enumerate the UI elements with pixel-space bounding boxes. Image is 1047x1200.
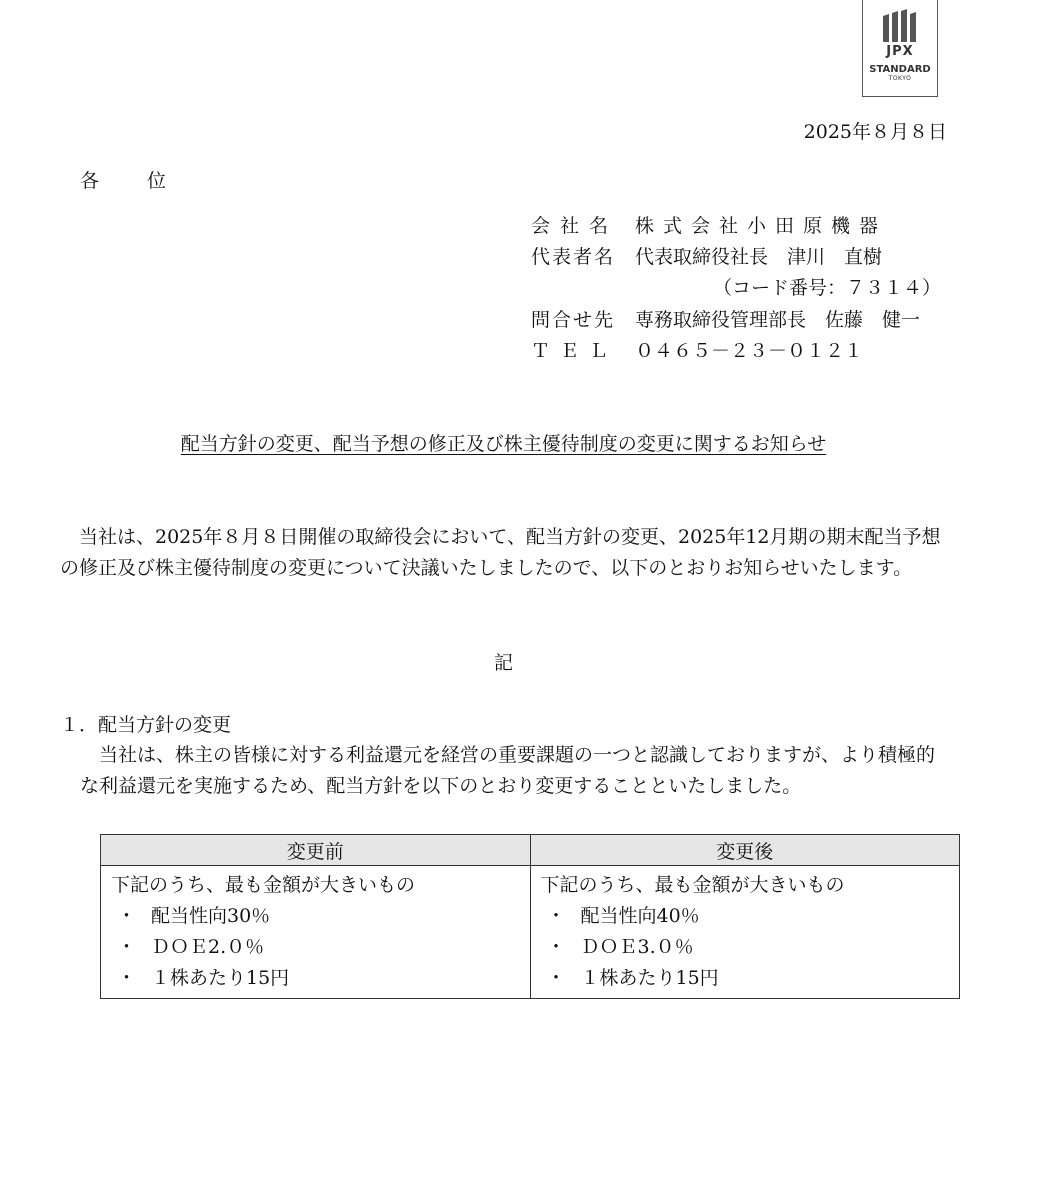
intro-paragraph: 当社は、2025年８月８日開催の取締役会において、配当方針の変更、2025年12月期の期末配当予想の修正及び株主優待制度の変更について決議いたしましたので、以下のとおりお知らせいたします。 (60, 526, 941, 579)
header-before: 変更前 (101, 835, 531, 866)
table-row (101, 866, 960, 999)
code-number-row (713, 277, 941, 299)
list-item (111, 901, 520, 932)
jpx-logo-mark: JPX (886, 44, 914, 59)
bullet: ・ (546, 936, 566, 958)
before-item-2: ＤＯＥ2.０％ (151, 936, 265, 958)
representative-value: 代表取締役社長 津川 直樹 (635, 246, 883, 268)
contact-value: 専務取締役管理部長 佐藤 健一 (635, 309, 921, 331)
after-item-3: １株あたり15円 (580, 967, 719, 989)
representative-label: 代表者名 (531, 246, 616, 268)
jpx-logo-icon (881, 8, 919, 42)
jpx-logo-badge (862, 0, 938, 97)
before-lead: 下記のうち、最も金額が大きいもの (111, 874, 416, 896)
list-item (541, 932, 950, 963)
bullet: ・ (117, 936, 137, 958)
list-item (541, 901, 950, 932)
section1-body (60, 740, 950, 802)
cell-before (101, 866, 531, 999)
ki-marker: 記 (493, 652, 513, 674)
code-number: （コード番号：７３１４） (713, 277, 942, 299)
jpx-logo-market: STANDARD (869, 64, 931, 75)
recipient: 各位 (80, 170, 215, 192)
contact-label: 問合せ先 (531, 309, 616, 331)
bullet: ・ (117, 905, 137, 927)
contact-row (531, 309, 920, 331)
bullet: ・ (117, 967, 137, 989)
company-name-value: 株式会社小田原機器 (635, 215, 888, 237)
list-item (111, 932, 520, 963)
after-item-1: 配当性向40％ (580, 905, 700, 927)
bullet: ・ (546, 967, 566, 989)
after-lead: 下記のうち、最も金額が大きいもの (540, 874, 845, 896)
list-item (541, 963, 950, 994)
document-title (0, 432, 1007, 456)
list-item (111, 963, 520, 994)
document-date: 2025年８月８日 (803, 121, 947, 143)
section1-heading: １．配当方針の変更 (60, 714, 232, 736)
company-name-row (531, 215, 887, 237)
representative-row (531, 246, 882, 268)
tel-label: ＴＥＬ (531, 340, 619, 362)
table-header-row (101, 835, 960, 866)
bullet: ・ (546, 905, 566, 927)
jpx-logo-city: TOKYO (888, 75, 912, 82)
after-item-2: ＤＯＥ3.０％ (580, 936, 694, 958)
tel-value: ０４６５－２３－０１２１ (635, 340, 864, 362)
tel-row (531, 340, 863, 362)
document-title-text: 配当方針の変更、配当予想の修正及び株主優待制度の変更に関するお知らせ (180, 433, 827, 455)
before-item-3: １株あたり15円 (151, 967, 290, 989)
policy-change-table (100, 834, 960, 999)
cell-after (530, 866, 960, 999)
before-item-1: 配当性向30％ (151, 905, 271, 927)
header-after: 変更後 (530, 835, 960, 866)
section1-body-text: 当社は、株主の皆様に対する利益還元を経営の重要課題の一つと認識しておりますが、より積極的な利益還元を実施するため、配当方針を以下のとおり変更することといたしました。 (80, 744, 936, 797)
company-name-label: 会社名 (531, 215, 619, 237)
